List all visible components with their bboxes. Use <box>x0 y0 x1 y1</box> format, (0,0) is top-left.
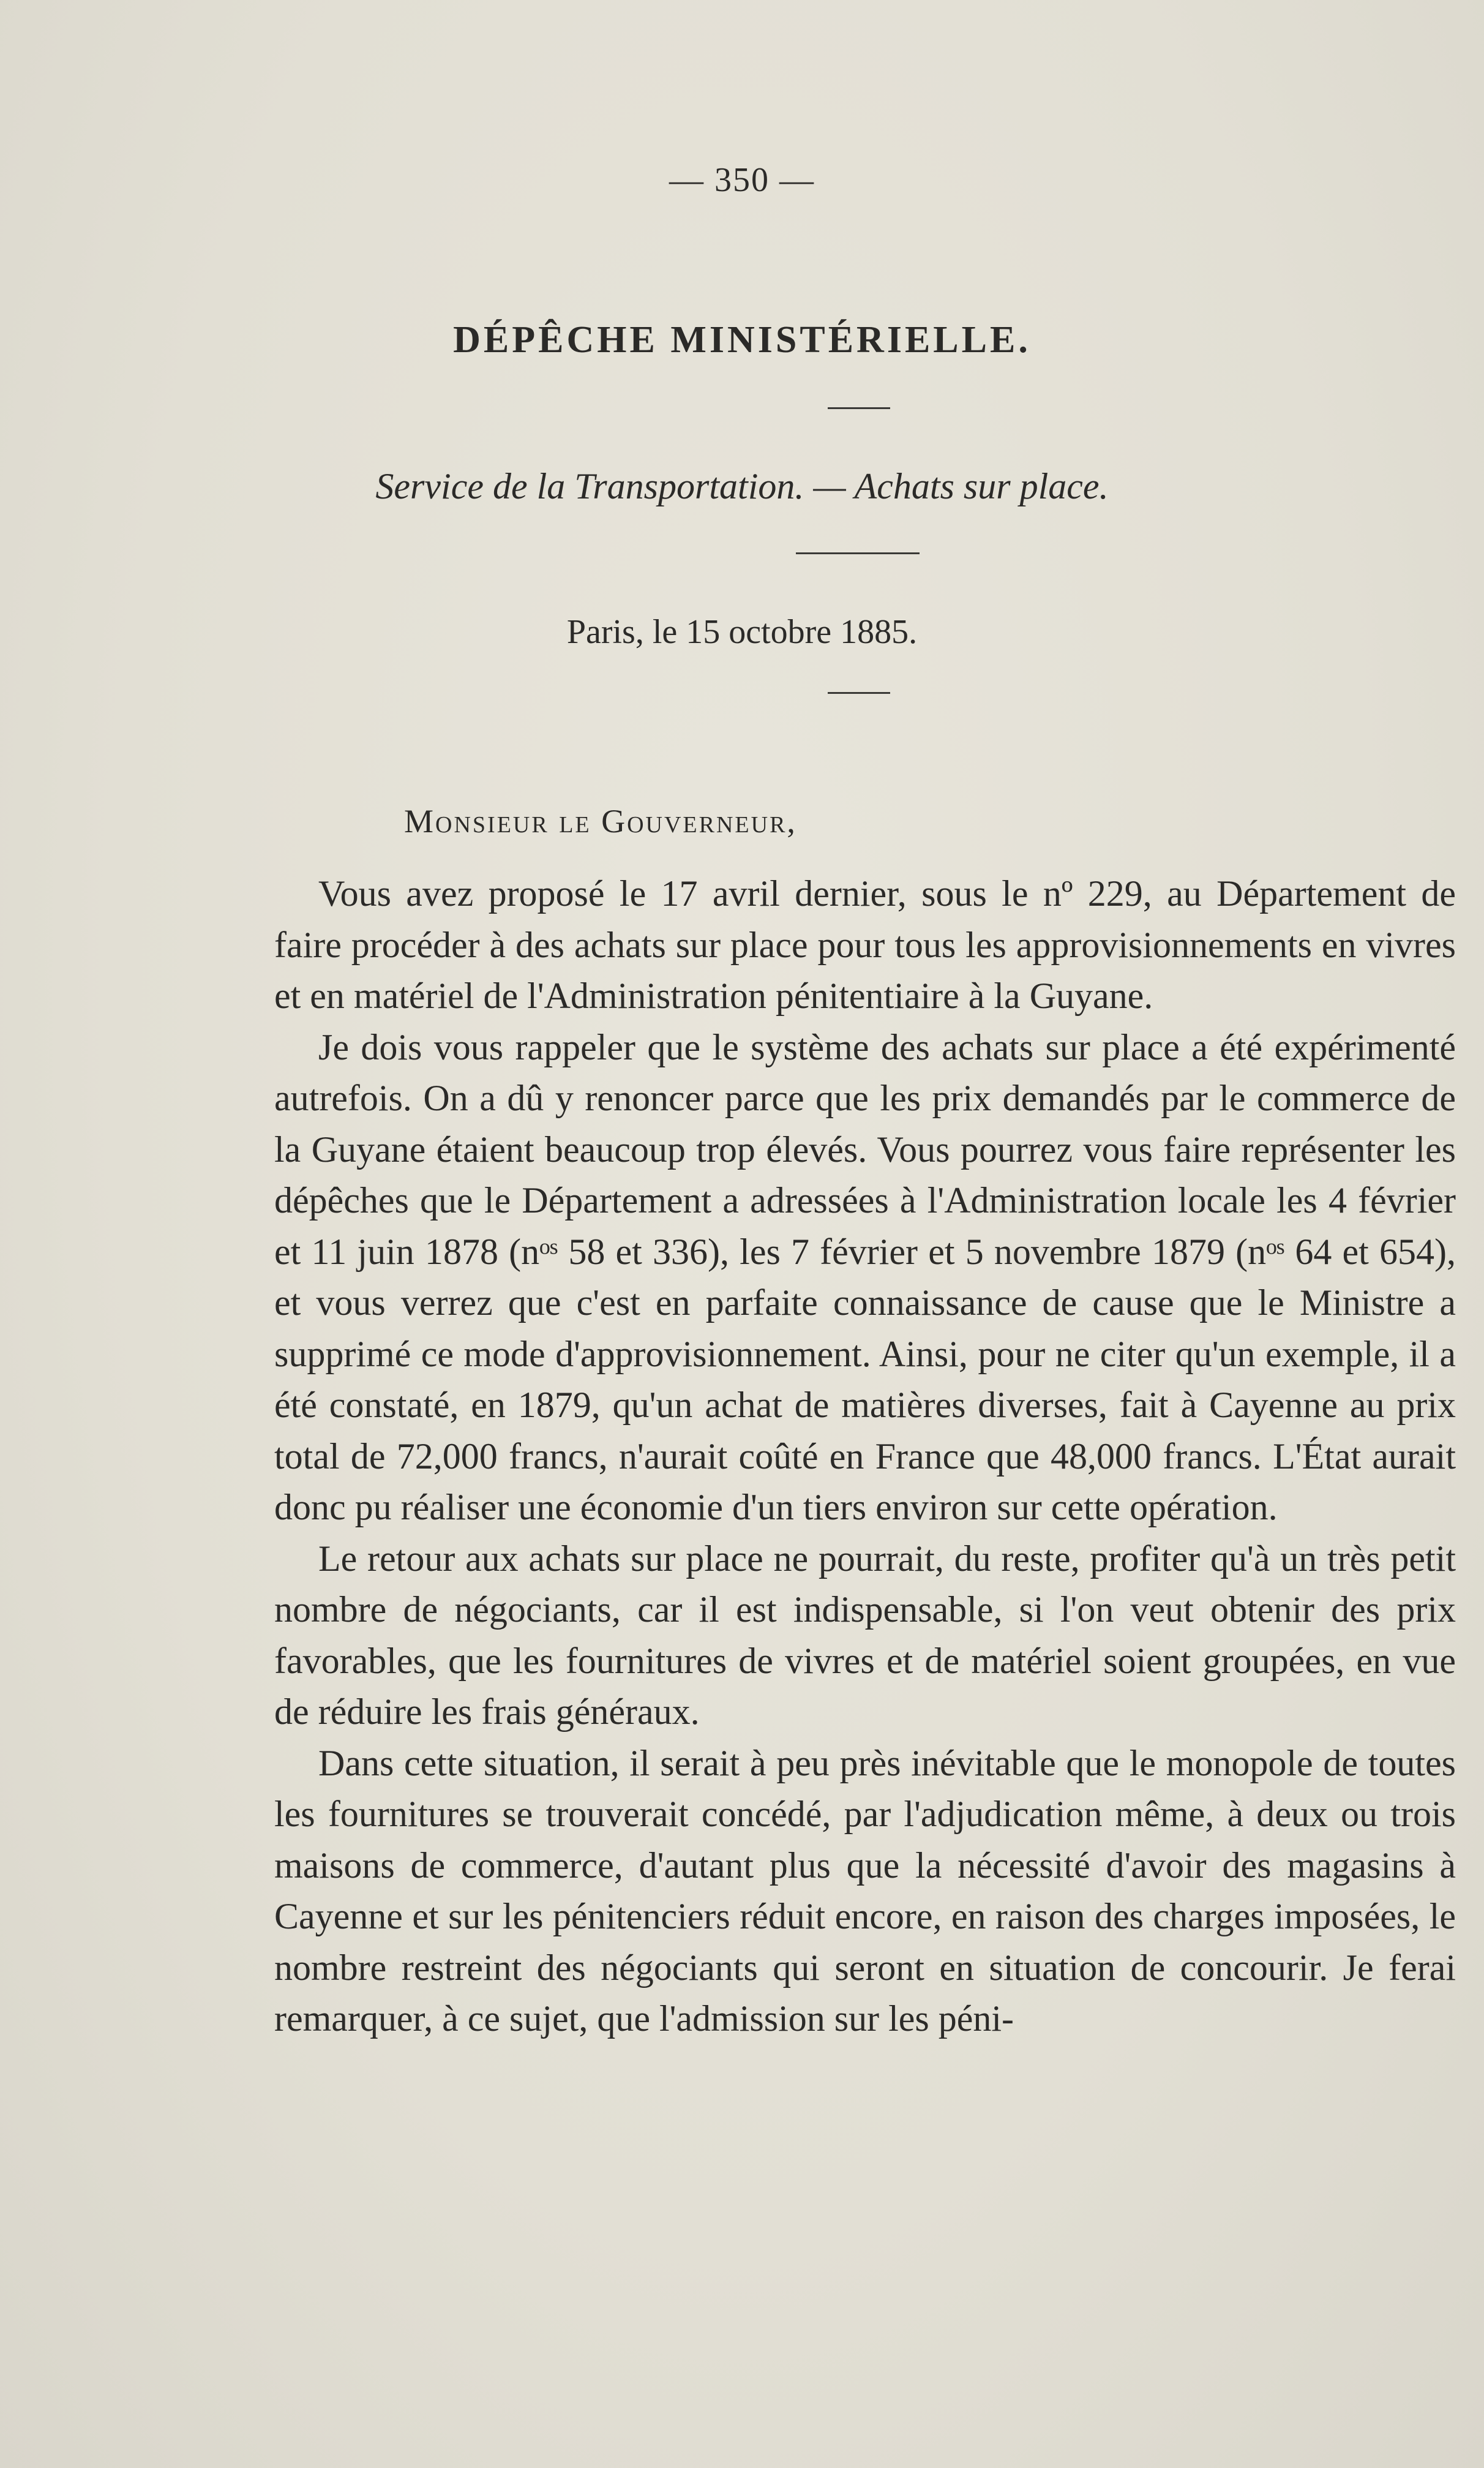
letter-body <box>274 868 1456 2045</box>
divider-rule <box>828 692 890 694</box>
document-heading: DÉPÊCHE MINISTÉRIELLE. <box>453 319 1031 361</box>
body-paragraph: Je dois vous rappeler que le système des achats sur place a été expérimenté autrefois. On a dû y renoncer parce que les prix demandés par le commerce de la Guyane étaient beaucoup trop élevés. Vous pourrez vous faire représenter les dépêches que le Département a adressées à l'Administration locale les 4 février et 11 juin 1878 (nᵒˢ 58 et 336), les 7 février et 5 novembre 1879 (nᵒˢ 64 et 654), et vous verrez que c'est en parfaite connaissance de cause que le Ministre a supprimé ce mode d'approvisionnement. Ainsi, pour ne citer qu'un exemple, il a été constaté, en 1879, qu'un achat de matières diverses, fait à Cayenne au prix total de 72,000 francs, n'aurait coûté en France que 48,000 francs. L'État aurait donc pu réaliser une économie d'un tiers environ sur cette opération. <box>274 1026 1456 1527</box>
page-number: — 350 — <box>669 161 815 199</box>
document-subheading: Service de la Transportation. — Achats sur place. <box>375 466 1109 506</box>
body-paragraph: Le retour aux achats sur place ne pourrait, du reste, profiter qu'à un très petit nombre de négociants, car il est indispensable, si l'on veut obtenir des prix favorables, que les fournitures de vivres et de matériel soient groupées, en vue de réduire les frais généraux. <box>274 1538 1456 1732</box>
body-paragraph: Dans cette situation, il serait à peu près inévitable que le monopole de toutes les fournitures se trouverait concédé, par l'adjudication même, à deux ou trois maisons de commerce, d'autant plus que la nécessité d'avoir des magasins à Cayenne et sur les pénitenciers réduit encore, en raison des charges imposées, le nombre restreint des négociants qui seront en situation de concourir. Je ferai remarquer, à ce sujet, que l'admission sur les péni- <box>274 1742 1456 2039</box>
divider-rule <box>828 407 890 409</box>
dateline: Paris, le 15 octobre 1885. <box>566 613 918 651</box>
divider-rule <box>796 552 920 554</box>
salutation: Monsieur le Gouverneur, <box>404 803 797 840</box>
body-paragraph: Vous avez proposé le 17 avril dernier, sous le nº 229, au Département de faire procéder à des achats sur place pour tous les approvisionnements en vivres et en matériel de l'Administration pénitentiaire à la Guyane. <box>274 873 1456 1016</box>
